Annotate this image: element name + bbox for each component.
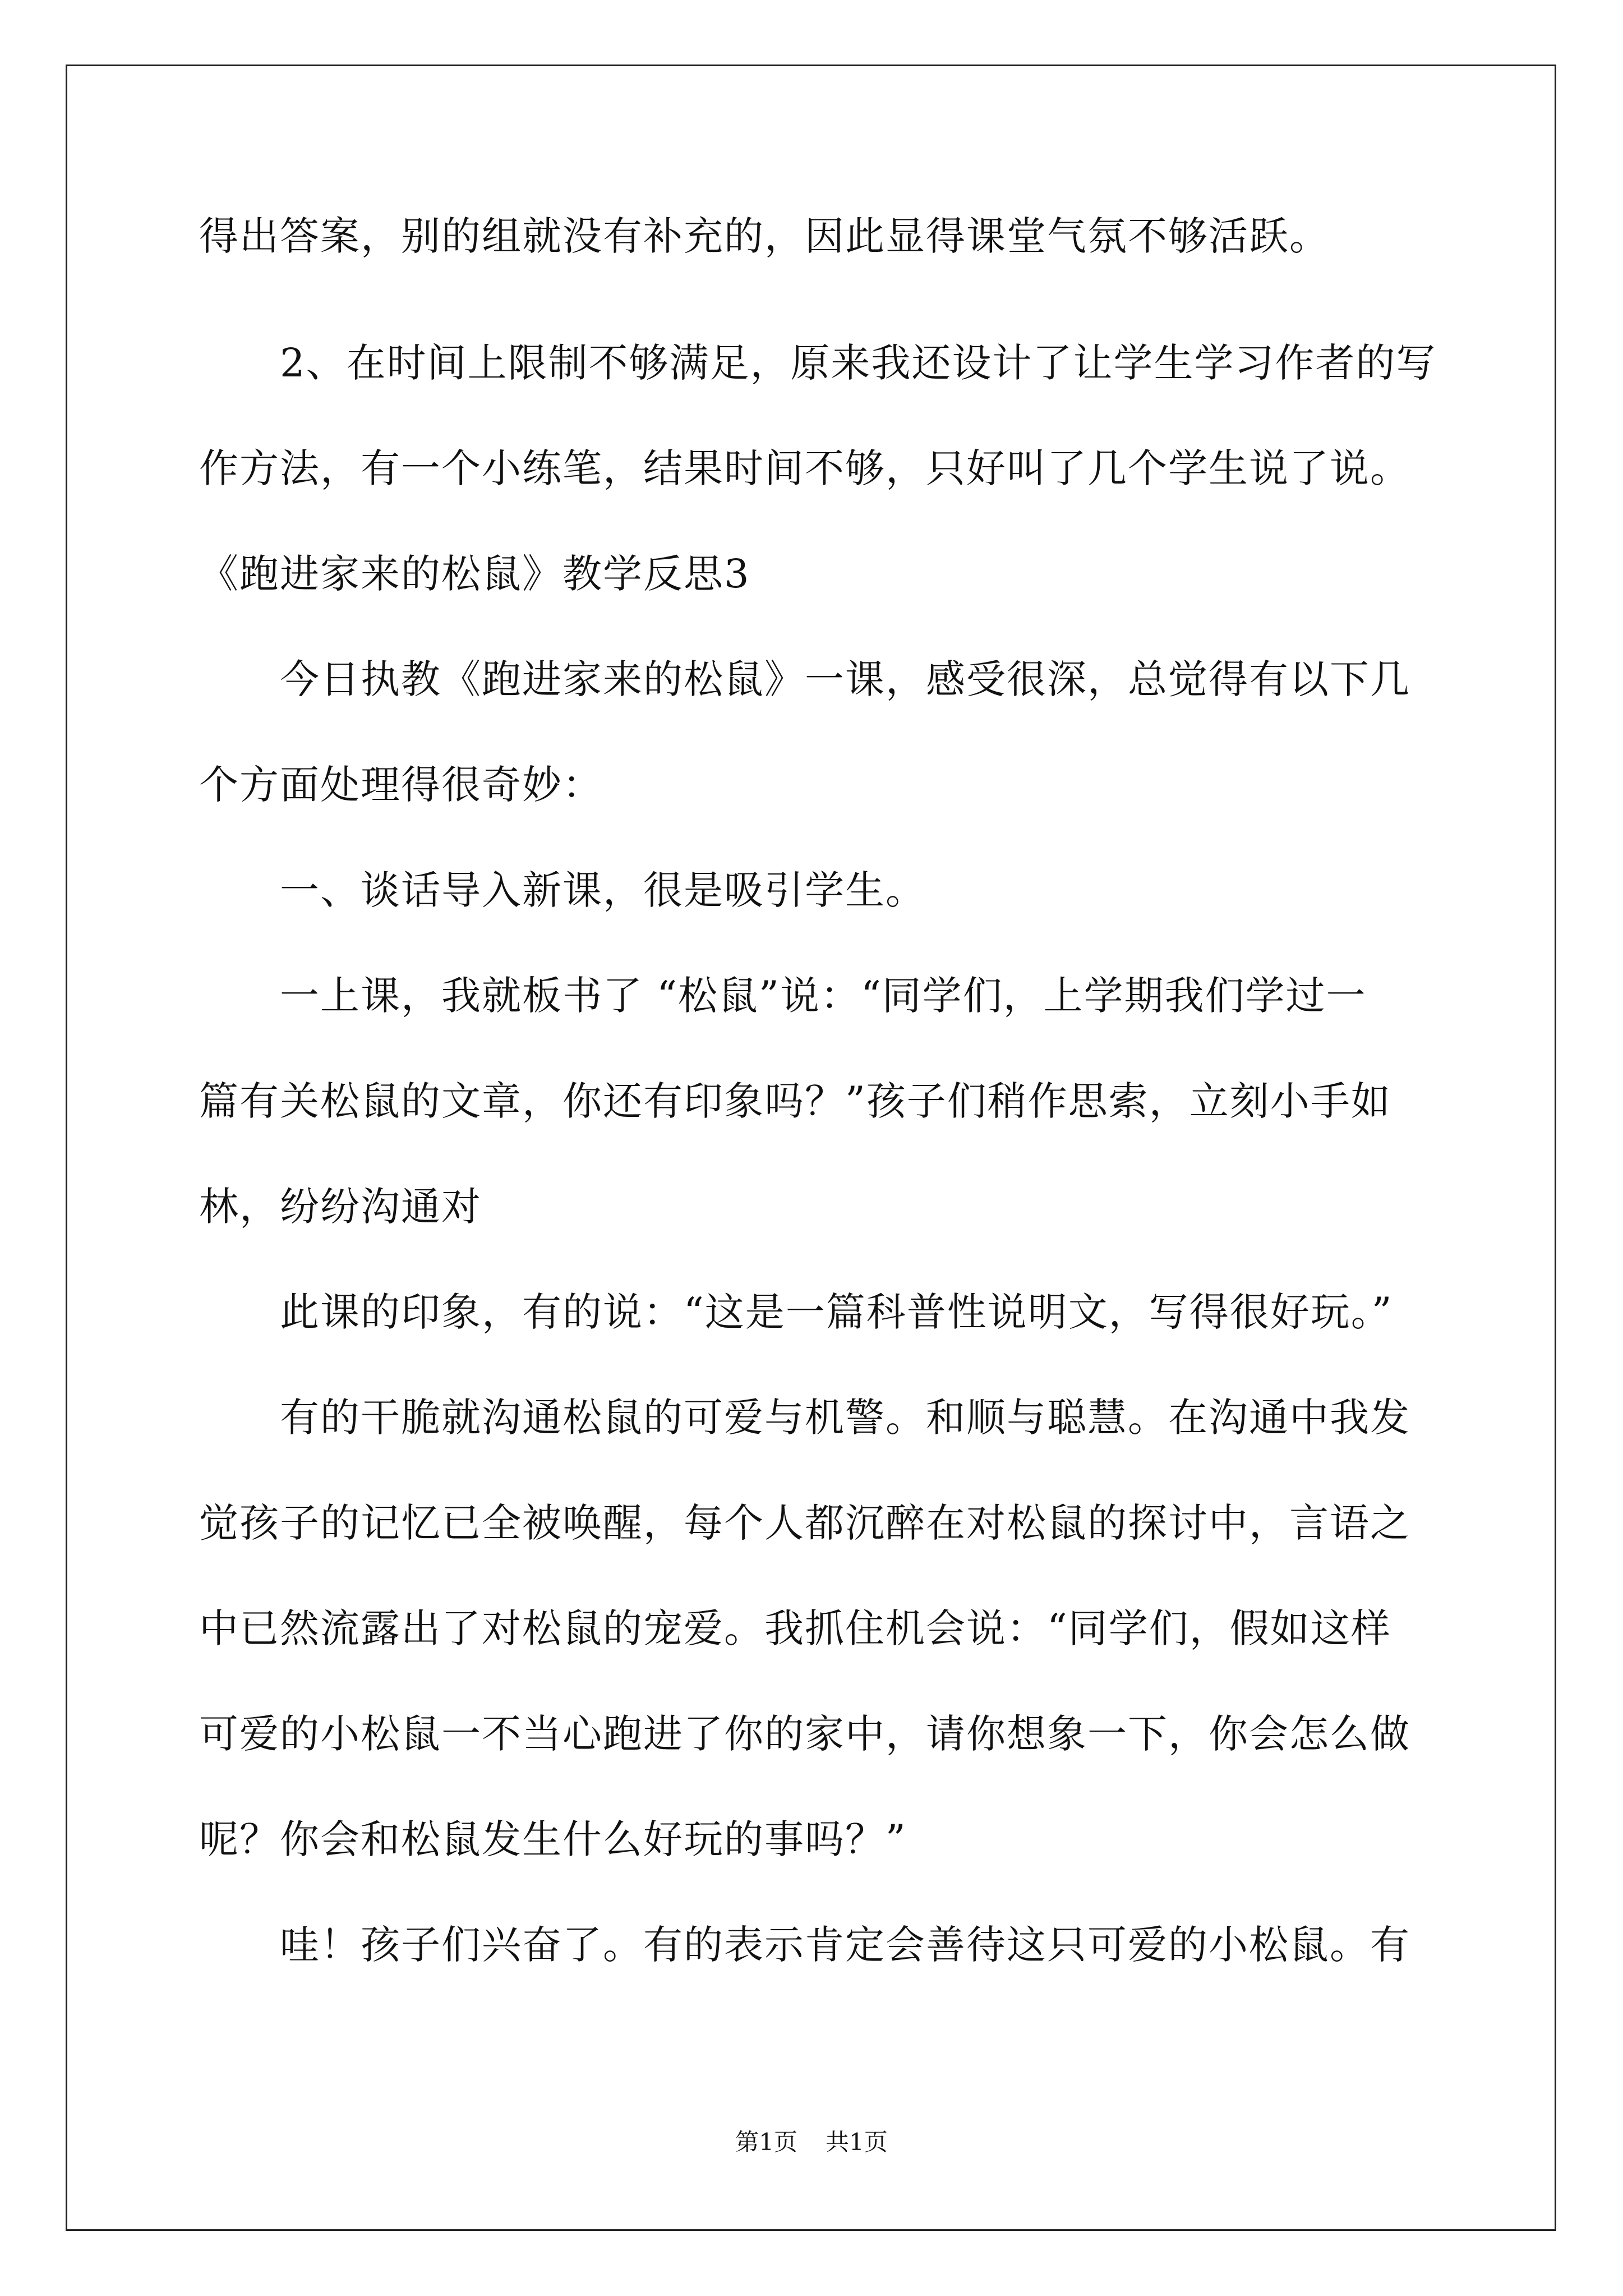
paragraph-line: 觉孩子的记忆已全被唤醒，每个人都沉醉在对松鼠的探讨中，言语之: [199, 1500, 1410, 1546]
paragraph-line: 有的干脆就沟通松鼠的可爱与机警。和顺与聪慧。在沟通中我发: [280, 1395, 1410, 1441]
paragraph-line: 中已然流露出了对松鼠的宠爱。我抓住机会说：“同学们，假如这样: [199, 1605, 1391, 1651]
paragraph-line: 哇！孩子们兴奋了。有的表示肯定会善待这只可爱的小松鼠。有: [280, 1922, 1410, 1968]
paragraph-line: 作方法，有一个小练笔，结果时间不够，只好叫了几个学生说了说。: [199, 445, 1410, 491]
page-border: [66, 65, 1556, 2231]
paragraph-line: 篇有关松鼠的文章，你还有印象吗？”孩子们稍作思索，立刻小手如: [199, 1078, 1391, 1124]
paragraph-line: 得出答案，别的组就没有补充的，因此显得课堂气氛不够活跃。: [199, 213, 1330, 259]
paragraph-line: 今日执教《跑进家来的松鼠》一课，感受很深，总觉得有以下几: [280, 656, 1410, 702]
paragraph-line: 此课的印象，有的说：“这是一篇科普性说明文，写得很好玩。”: [280, 1289, 1393, 1335]
paragraph-line: 林，纷纷沟通对: [199, 1184, 482, 1230]
page-total: 共1页: [826, 2128, 888, 2156]
paragraph-line: 可爱的小松鼠一不当心跑进了你的家中，请你想象一下，你会怎么做: [199, 1711, 1410, 1757]
paragraph-line: 一上课，我就板书了 “松鼠”说：“同学们，上学期我们学过一: [280, 973, 1367, 1019]
paragraph-line: 呢？你会和松鼠发生什么好玩的事吗？”: [199, 1816, 907, 1862]
page-footer: [0, 2128, 1623, 2156]
section-heading: 《跑进家来的松鼠》教学反思3: [199, 551, 750, 597]
page-number: 第1页: [735, 2128, 797, 2156]
paragraph-line: 2、在时间上限制不够满足，原来我还设计了让学生学习作者的写: [280, 340, 1437, 386]
paragraph-line: 个方面处理得很奇妙：: [199, 762, 603, 808]
paragraph-line: 一、谈话导入新课，很是吸引学生。: [280, 867, 926, 913]
